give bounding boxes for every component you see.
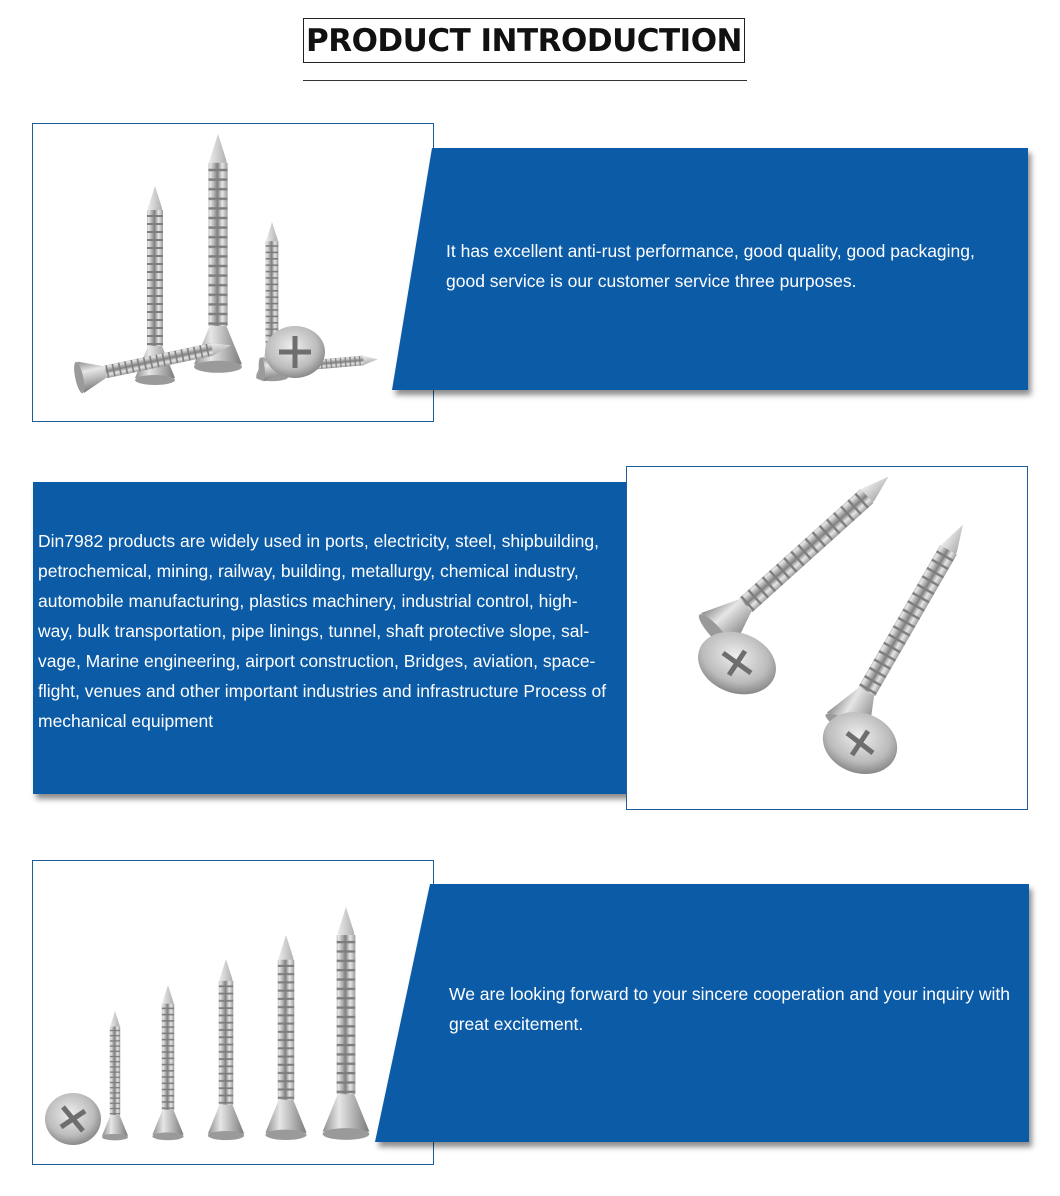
title-divider: [303, 80, 747, 81]
info-text-3: We are looking forward to your sincere cooperation and your inquiry with great excitement.: [449, 984, 1010, 1034]
page-title: PRODUCT INTRODUCTION: [305, 22, 743, 59]
product-image-screw-size-row: [32, 860, 434, 1165]
product-image-assorted-screws: [32, 123, 434, 422]
info-text-2: Din7982 products are widely used in ports, electricity, steel, shipbuilding, petrochemical, mining, railway, building, metallurgy, chemical industry, automobile manufacturing, plastics machinery, industrial control, high-way, bulk transportation, pipe linings, tunnel, shaft protective slope, sal-vage, Marine engineering, airport construction, Bridges, aviation, space-flight, venues and other important industries and infrastructure Process of mechanical equipment: [38, 531, 607, 731]
page-title-box: [303, 18, 745, 63]
info-text-1: It has excellent anti-rust performance, good quality, good packaging, good service is our customer service three purposes.: [446, 241, 975, 291]
product-image-two-screws: [626, 466, 1028, 810]
